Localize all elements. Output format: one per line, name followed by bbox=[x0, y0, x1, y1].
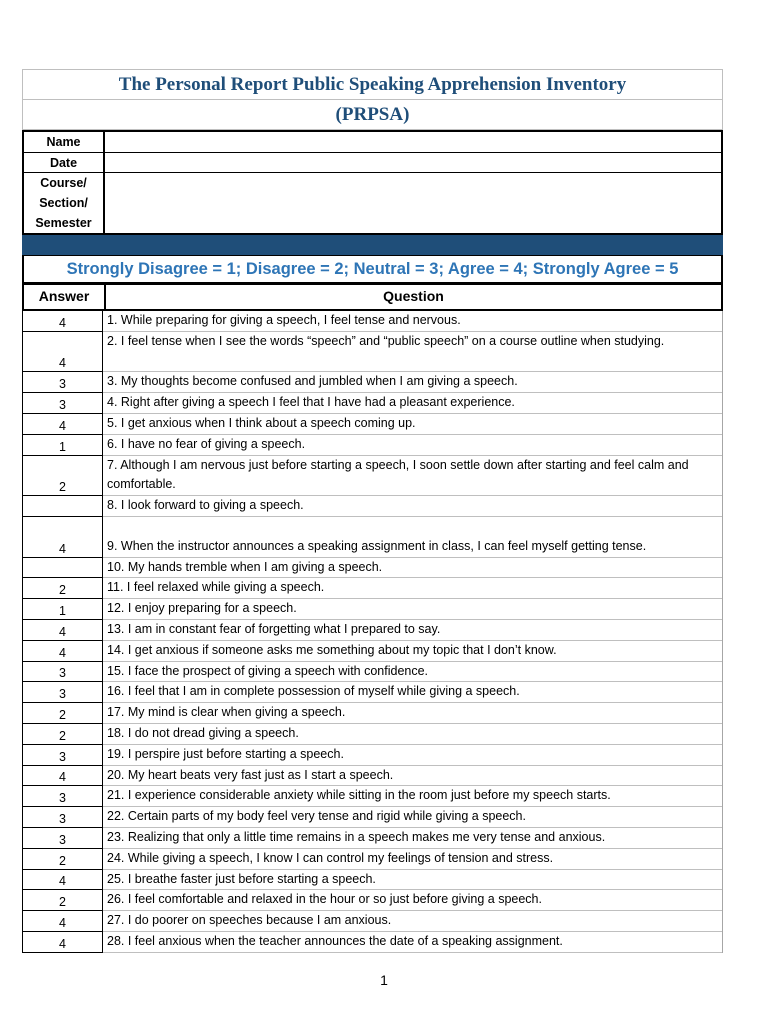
question-cell bbox=[103, 828, 722, 848]
answer-cell[interactable]: 4 bbox=[23, 641, 103, 662]
answer-cell[interactable]: 3 bbox=[23, 745, 103, 766]
question-cell bbox=[103, 870, 722, 890]
course-field[interactable] bbox=[105, 173, 721, 233]
question-text: 8. I look forward to giving a speech. bbox=[107, 498, 304, 513]
answer-cell[interactable]: 4 bbox=[23, 414, 103, 435]
table-row bbox=[23, 786, 722, 807]
answer-cell[interactable]: 3 bbox=[23, 662, 103, 683]
table-row bbox=[23, 517, 722, 558]
question-cell bbox=[103, 786, 722, 806]
question-text: 2. I feel tense when I see the words “speech” and “public speech” on a course outline when studying. bbox=[107, 333, 665, 348]
question-text: 7. Although I am nervous just before starting a speech, I soon settle down after starting and feel calm and comfortable. bbox=[107, 457, 689, 491]
table-row bbox=[23, 828, 722, 849]
answer-cell[interactable]: 4 bbox=[23, 332, 103, 373]
question-text: 21. I experience considerable anxiety while sitting in the room just before my speech starts. bbox=[107, 788, 611, 803]
question-text: 22. Certain parts of my body feel very tense and rigid while giving a speech. bbox=[107, 809, 526, 824]
table-header bbox=[22, 284, 723, 311]
answer-cell[interactable]: 3 bbox=[23, 372, 103, 393]
question-cell bbox=[103, 745, 722, 765]
question-cell bbox=[103, 393, 722, 413]
answer-cell[interactable]: 3 bbox=[23, 828, 103, 849]
page-subtitle: (PRPSA) bbox=[23, 99, 722, 129]
date-label: Date bbox=[24, 153, 105, 172]
title-box bbox=[22, 69, 723, 130]
question-text: 27. I do poorer on speeches because I am anxious. bbox=[107, 913, 392, 928]
table-row bbox=[23, 311, 722, 332]
page-number: 1 bbox=[380, 972, 388, 988]
answer-cell[interactable]: 2 bbox=[23, 578, 103, 599]
name-label: Name bbox=[24, 132, 105, 152]
question-cell bbox=[103, 311, 722, 331]
table-row bbox=[23, 435, 722, 456]
table-row bbox=[23, 807, 722, 828]
question-cell bbox=[103, 890, 722, 910]
answer-cell[interactable]: 2 bbox=[23, 456, 103, 497]
question-cell bbox=[103, 911, 722, 931]
question-text: 16. I feel that I am in complete possession of myself while giving a speech. bbox=[107, 684, 520, 699]
table-row bbox=[23, 745, 722, 766]
answer-cell[interactable]: 4 bbox=[23, 870, 103, 891]
name-row bbox=[24, 132, 721, 152]
table-row bbox=[23, 911, 722, 932]
question-cell bbox=[103, 703, 722, 723]
question-text: 25. I breathe faster just before starting a speech. bbox=[107, 871, 376, 886]
question-cell bbox=[103, 682, 722, 702]
table-row bbox=[23, 558, 722, 579]
answer-cell[interactable]: 3 bbox=[23, 393, 103, 414]
question-table bbox=[22, 311, 723, 953]
answer-cell[interactable]: 4 bbox=[23, 911, 103, 932]
table-row bbox=[23, 932, 722, 953]
rating-scale: Strongly Disagree = 1; Disagree = 2; Neutral = 3; Agree = 4; Strongly Agree = 5 bbox=[22, 255, 723, 284]
question-cell bbox=[103, 517, 722, 557]
question-cell bbox=[103, 807, 722, 827]
question-text: 6. I have no fear of giving a speech. bbox=[107, 436, 306, 451]
answer-cell[interactable]: 1 bbox=[23, 435, 103, 456]
table-row bbox=[23, 599, 722, 620]
answer-cell[interactable]: 3 bbox=[23, 807, 103, 828]
question-text: 14. I get anxious if someone asks me something about my topic that I don’t know. bbox=[107, 642, 557, 657]
table-row bbox=[23, 890, 722, 911]
question-cell bbox=[103, 849, 722, 869]
question-cell bbox=[103, 496, 722, 516]
question-text: 9. When the instructor announces a speaking assignment in class, I can feel myself getting tense. bbox=[107, 538, 647, 553]
table-row bbox=[23, 870, 722, 891]
question-cell bbox=[103, 558, 722, 578]
question-cell bbox=[103, 332, 722, 372]
answer-cell[interactable]: 4 bbox=[23, 311, 103, 332]
question-cell bbox=[103, 932, 722, 952]
question-text: 12. I enjoy preparing for a speech. bbox=[107, 601, 297, 616]
course-label-line-1: Course/ bbox=[40, 176, 87, 190]
answer-cell[interactable]: 2 bbox=[23, 703, 103, 724]
table-row bbox=[23, 372, 722, 393]
table-row bbox=[23, 641, 722, 662]
date-row bbox=[24, 152, 721, 172]
question-text: 5. I get anxious when I think about a speech coming up. bbox=[107, 415, 416, 430]
question-text: 4. Right after giving a speech I feel that I have had a pleasant experience. bbox=[107, 395, 515, 410]
respondent-info bbox=[22, 130, 723, 235]
table-row bbox=[23, 849, 722, 870]
question-text: 15. I face the prospect of giving a speech with confidence. bbox=[107, 663, 429, 678]
question-cell bbox=[103, 599, 722, 619]
question-cell bbox=[103, 766, 722, 786]
question-text: 10. My hands tremble when I am giving a speech. bbox=[107, 559, 383, 574]
page-title: The Personal Report Public Speaking Apprehension Inventory bbox=[118, 74, 627, 95]
table-row bbox=[23, 682, 722, 703]
answer-cell[interactable]: 4 bbox=[23, 620, 103, 641]
table-row bbox=[23, 703, 722, 724]
answer-cell[interactable]: 3 bbox=[23, 682, 103, 703]
question-cell bbox=[103, 456, 722, 496]
question-cell bbox=[103, 662, 722, 682]
table-row bbox=[23, 662, 722, 683]
question-text: 11. I feel relaxed while giving a speech. bbox=[107, 580, 325, 595]
answer-cell[interactable]: 1 bbox=[23, 599, 103, 620]
question-cell bbox=[103, 372, 722, 392]
question-text: 20. My heart beats very fast just as I start a speech. bbox=[107, 767, 394, 782]
date-field[interactable] bbox=[105, 153, 721, 172]
question-cell bbox=[103, 641, 722, 661]
question-text: 19. I perspire just before starting a speech. bbox=[107, 746, 344, 761]
question-text: 26. I feel comfortable and relaxed in the hour or so just before giving a speech. bbox=[107, 892, 542, 907]
course-label-line-3: Semester bbox=[35, 216, 92, 230]
answer-cell[interactable]: 4 bbox=[23, 932, 103, 953]
course-label bbox=[24, 173, 105, 233]
table-row bbox=[23, 414, 722, 435]
answer-cell[interactable] bbox=[23, 496, 103, 517]
question-column-header: Question bbox=[383, 288, 444, 304]
course-row bbox=[24, 172, 721, 233]
table-row bbox=[23, 393, 722, 414]
answer-cell[interactable] bbox=[23, 558, 103, 579]
question-cell bbox=[103, 414, 722, 434]
survey-sheet bbox=[22, 69, 723, 953]
table-row bbox=[23, 456, 722, 497]
question-text: 1. While preparing for giving a speech, I feel tense and nervous. bbox=[107, 313, 461, 327]
question-text: 13. I am in constant fear of forgetting what I prepared to say. bbox=[107, 621, 441, 636]
question-cell bbox=[103, 620, 722, 640]
answer-cell[interactable]: 3 bbox=[23, 786, 103, 807]
question-text: 24. While giving a speech, I know I can control my feelings of tension and stress. bbox=[107, 850, 554, 865]
answer-cell[interactable]: 4 bbox=[23, 517, 103, 558]
question-text: 17. My mind is clear when giving a speech. bbox=[107, 705, 346, 720]
table-row bbox=[23, 496, 722, 517]
question-text: 28. I feel anxious when the teacher announces the date of a speaking assignment. bbox=[107, 933, 563, 948]
question-cell bbox=[103, 724, 722, 744]
answer-cell[interactable]: 2 bbox=[23, 724, 103, 745]
table-row bbox=[23, 578, 722, 599]
question-cell bbox=[103, 578, 722, 598]
name-field[interactable] bbox=[105, 132, 721, 152]
section-divider bbox=[22, 235, 723, 255]
answer-cell[interactable]: 4 bbox=[23, 766, 103, 787]
course-label-line-2: Section/ bbox=[39, 196, 88, 210]
table-row bbox=[23, 724, 722, 745]
question-cell bbox=[103, 435, 722, 455]
question-text: 23. Realizing that only a little time remains in a speech makes me very tense and anxious. bbox=[107, 829, 606, 844]
answer-cell[interactable]: 2 bbox=[23, 890, 103, 911]
table-row bbox=[23, 620, 722, 641]
table-row bbox=[23, 766, 722, 787]
question-text: 18. I do not dread giving a speech. bbox=[107, 725, 299, 740]
question-text: 3. My thoughts become confused and jumbled when I am giving a speech. bbox=[107, 374, 518, 389]
answer-cell[interactable]: 2 bbox=[23, 849, 103, 870]
table-row bbox=[23, 332, 722, 373]
answer-column-header: Answer bbox=[24, 285, 106, 309]
